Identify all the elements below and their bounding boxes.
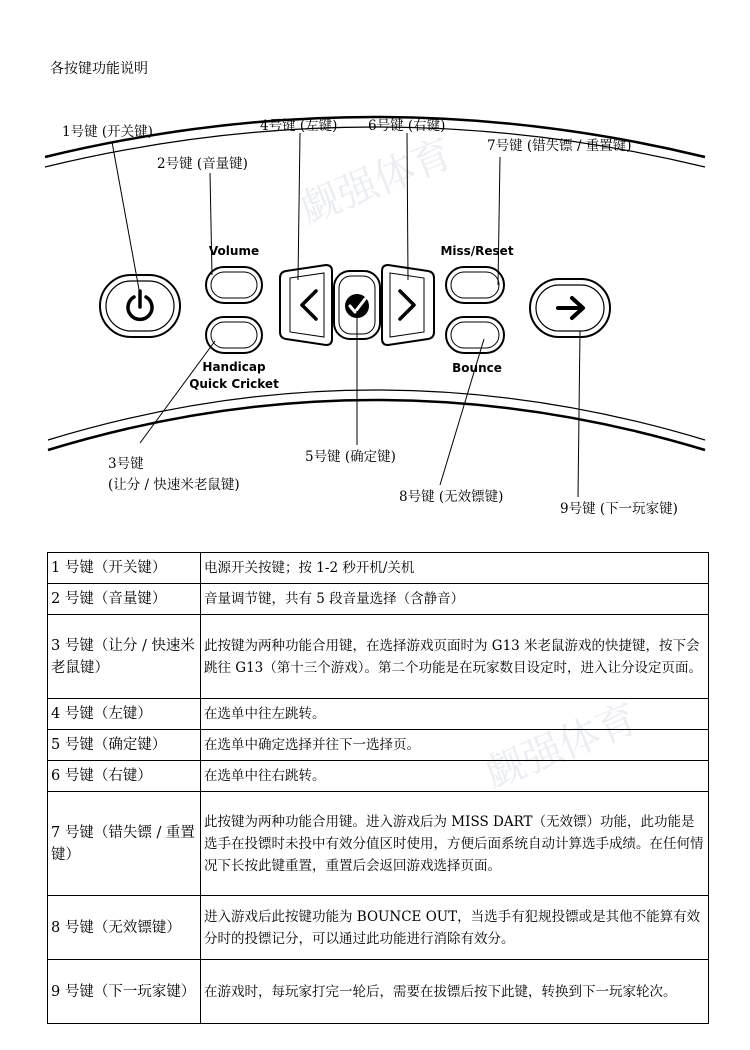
key-cell: 7 号键（错失镖 / 重置键） xyxy=(48,792,201,896)
desc-cell: 在选单中确定选择并往下一选择页。 xyxy=(201,730,709,761)
callout-key-2: 2号键 (音量键) xyxy=(157,156,248,172)
key-cell: 8 号键（无效镖键） xyxy=(48,896,201,960)
table-row xyxy=(48,553,709,584)
key-cell: 6 号键（右键） xyxy=(48,761,201,792)
power-button[interactable] xyxy=(100,275,180,337)
volume-label: Volume xyxy=(208,244,260,258)
callout-key-5: 5号键 (确定键) xyxy=(305,449,396,465)
key-function-table xyxy=(47,552,709,1024)
callout-key-6: 6号键 (右键) xyxy=(368,118,446,134)
desc-cell: 此按键为两种功能合用键，在选择游戏页面时为 G13 米老鼠游戏的快捷键，按下会跳往 G13（第十三个游戏）。第二个功能是在玩家数目设定时，进入让分设定页面。 xyxy=(201,615,709,699)
desc-cell: 在选单中往右跳转。 xyxy=(201,761,709,792)
desc-cell: 音量调节键，共有 5 段音量选择（含静音） xyxy=(201,584,709,615)
callout-key-7: 7号键 (错失镖 / 重置键) xyxy=(487,138,632,154)
callout-key-4: 4号键 (左键) xyxy=(260,118,338,134)
desc-cell: 在游戏时，每玩家打完一轮后，需要在拔镖后按下此键，转换到下一玩家轮次。 xyxy=(201,960,709,1024)
callout-key-3-desc: (让分 / 快速米老鼠键) xyxy=(108,477,240,493)
table-row xyxy=(48,792,709,896)
quick-cricket-label: Quick Cricket xyxy=(189,377,279,391)
callout-key-1: 1号键 (开关键) xyxy=(62,124,153,140)
handicap-button[interactable] xyxy=(206,317,262,353)
handicap-label: Handicap xyxy=(202,360,266,374)
watermark: 觑强体育 xyxy=(293,130,460,234)
key-cell: 2 号键（音量键） xyxy=(48,584,201,615)
desc-cell: 进入游戏后此按键功能为 BOUNCE OUT，当选手有犯规投镖或是其他不能算有效分时的投镖记分，可以通过此功能进行消除有效分。 xyxy=(201,896,709,960)
control-panel-diagram xyxy=(0,95,750,530)
left-button[interactable] xyxy=(280,265,332,345)
key-cell: 5 号键（确定键） xyxy=(48,730,201,761)
page-heading: 各按键功能说明 xyxy=(50,61,148,77)
key-cell: 1 号键（开关键） xyxy=(48,553,201,584)
key-cell: 3 号键（让分 / 快速米老鼠键） xyxy=(48,615,201,699)
table-row xyxy=(48,584,709,615)
desc-cell: 电源开关按键；按 1-2 秒开机/关机 xyxy=(201,553,709,584)
next-player-button[interactable] xyxy=(530,279,610,337)
volume-button[interactable] xyxy=(206,267,262,303)
table-row xyxy=(48,615,709,699)
callout-key-8: 8号键 (无效镖键) xyxy=(399,489,504,505)
miss-reset-label: Miss/Reset xyxy=(440,244,514,258)
bounce-label: Bounce xyxy=(452,361,502,375)
callout-key-9: 9号键 (下一玩家键) xyxy=(560,501,678,517)
table-row xyxy=(48,730,709,761)
table-row xyxy=(48,761,709,792)
callout-key-3: 3号键 xyxy=(108,456,144,472)
desc-cell: 此按键为两种功能合用键。进入游戏后为 MISS DART（无效镖）功能，此功能是选手在投镖时未投中有效分值区时使用，方便后面系统自动计算选手成绩。在任何情况下长按此键重置，重置后会返回游戏选择页面。 xyxy=(201,792,709,896)
table-row xyxy=(48,699,709,730)
bounce-button[interactable] xyxy=(446,317,504,353)
miss-reset-button[interactable] xyxy=(446,267,504,303)
watermark: 觑强体育 xyxy=(478,695,645,799)
table-row xyxy=(48,960,709,1024)
key-cell: 9 号键（下一玩家键） xyxy=(48,960,201,1024)
desc-cell: 在选单中往左跳转。 xyxy=(201,699,709,730)
table-row xyxy=(48,896,709,960)
key-cell: 4 号键（左键） xyxy=(48,699,201,730)
